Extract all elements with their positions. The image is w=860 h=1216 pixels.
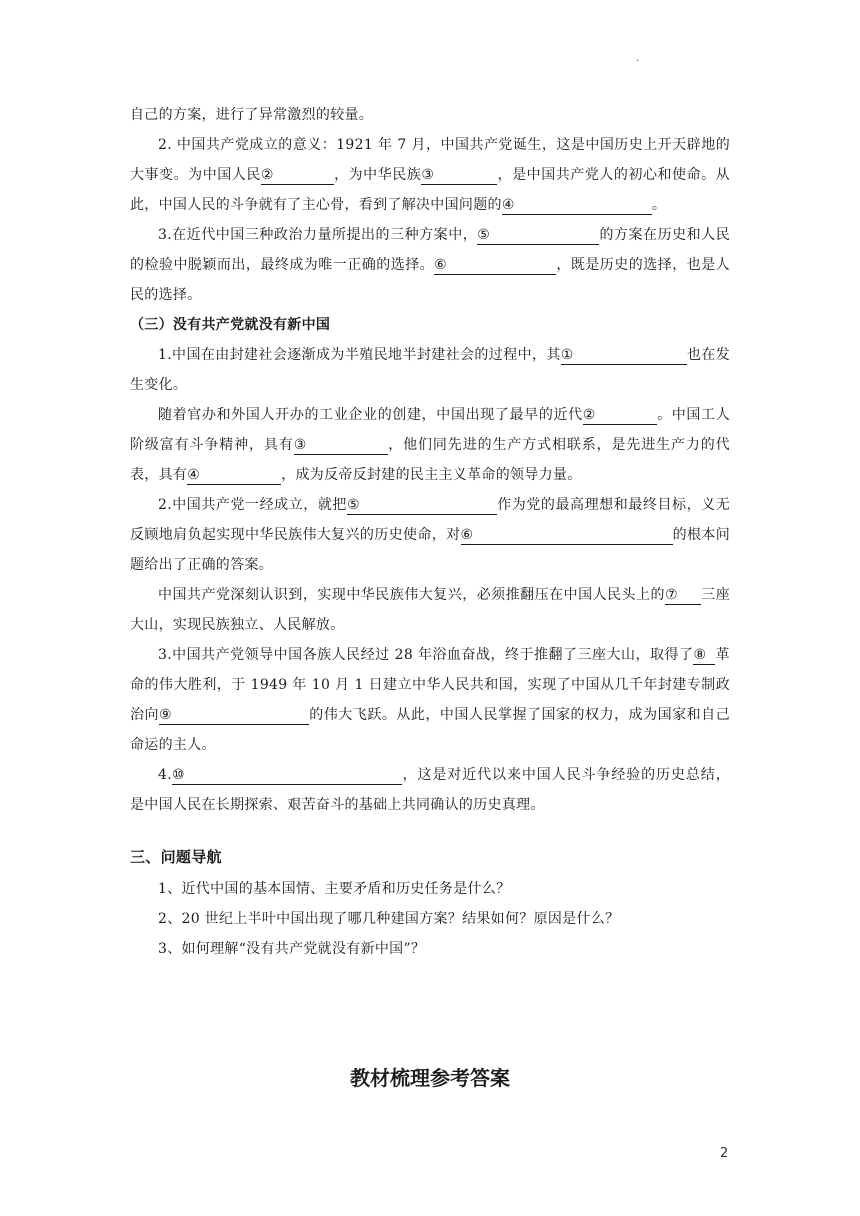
- subheading-three: （三）没有共产党就没有新中国: [130, 317, 331, 333]
- paragraph-party-ideal: 2.中国共产党一经成立，就把⑤ 作为党的最高理想和最终目标，义无反顾地肩负起实现中华民族伟大复兴的历史使命，对⑥ 的根本问题给出了正确的答案。: [130, 497, 730, 573]
- blank-6[interactable]: ⑥: [434, 256, 556, 275]
- question-2: 2、20 世纪上半叶中国出现了哪几种建国方案？结果如何？原因是什么？: [158, 911, 620, 927]
- blank-6b[interactable]: ⑥: [461, 526, 673, 545]
- paragraph-social-change: 1.中国在由封建社会逐渐成为半殖民地半封建社会的过程中，其① 也在发生变化。: [130, 347, 730, 393]
- blank-3b[interactable]: ③: [294, 436, 388, 455]
- answer-title: 教材梳理参考答案: [350, 1066, 510, 1090]
- paragraph-historical-truth: 4.⑩ ，这是对近代以来中国人民斗争经验的历史总结，是中国人民在长期探索、艰苦奋斗的基础上共同确认的历史真理。: [130, 767, 730, 813]
- blank-5[interactable]: ⑤: [477, 226, 599, 245]
- blank-9[interactable]: ⑨: [159, 706, 309, 725]
- paragraph-cpc-significance: 2. 中国共产党成立的意义：1921 年 7 月，中国共产党诞生，这是中国历史上开天辟地的大事变。为中国人民② ，为中华民族③ ，是中国共产党人的初心和使命。从此，中国人民的斗争就有了主心骨，看到了解决中国问题的④ 。: [130, 137, 730, 213]
- paragraph-victory: 3.中国共产党领导中国各族人民经过 28 年浴血奋战，终于推翻了三座大山，取得了⑧ 革命的伟大胜利，于 1949 年 10 月 1 日建立中华人民共和国，实现了中国从几千年封建专制政治向⑨ 的伟大飞跃。从此，中国人民掌握了国家的权力，成为国家和自己命运的主人。: [130, 647, 731, 753]
- paragraph-working-class: 随着官办和外国人开办的工业企业的创建，中国出现了最早的近代② 。中国工人阶级富有斗争精神，具有③ ，他们同先进的生产方式相联系，是先进生产力的代表，具有④ ，成为反帝反封建的民主主义革命的领导力量。: [130, 407, 731, 483]
- page-number: 2: [720, 1146, 729, 1161]
- blank-4b[interactable]: ④: [187, 466, 281, 485]
- blank-2[interactable]: ②: [261, 166, 334, 185]
- header-dot: ·: [636, 56, 640, 67]
- question-3: 3、如何理解“没有共产党就没有新中国”？: [158, 941, 426, 957]
- question-1: 1、近代中国的基本国情、主要矛盾和历史任务是什么？: [158, 881, 511, 897]
- paragraph-continuation: 自己的方案，进行了异常激烈的较量。: [130, 107, 374, 123]
- blank-7[interactable]: ⑦: [665, 586, 701, 605]
- blank-4[interactable]: ④: [502, 196, 652, 215]
- blank-2b[interactable]: ②: [583, 406, 657, 425]
- paragraph-three-mountains: 中国共产党深刻认识到，实现中华民族伟大复兴，必须推翻压在中国人民头上的⑦ 三座大山，实现民族独立、人民解放。: [130, 587, 730, 633]
- blank-1b[interactable]: ①: [561, 346, 687, 365]
- blank-3[interactable]: ③: [421, 166, 497, 185]
- blank-8[interactable]: ⑧: [693, 646, 715, 665]
- document-body: [130, 100, 730, 964]
- paragraph-three-plans: 3.在近代中国三种政治力量所提出的三种方案中，⑤ 的方案在历史和人民的检验中脱颖而出，最终成为唯一正确的选择。⑥ ，既是历史的选择，也是人民的选择。: [130, 227, 730, 303]
- section-heading-questions: 三、问题导航: [130, 848, 222, 866]
- blank-10[interactable]: ⑩: [172, 766, 402, 785]
- blank-5b[interactable]: ⑤: [347, 496, 497, 515]
